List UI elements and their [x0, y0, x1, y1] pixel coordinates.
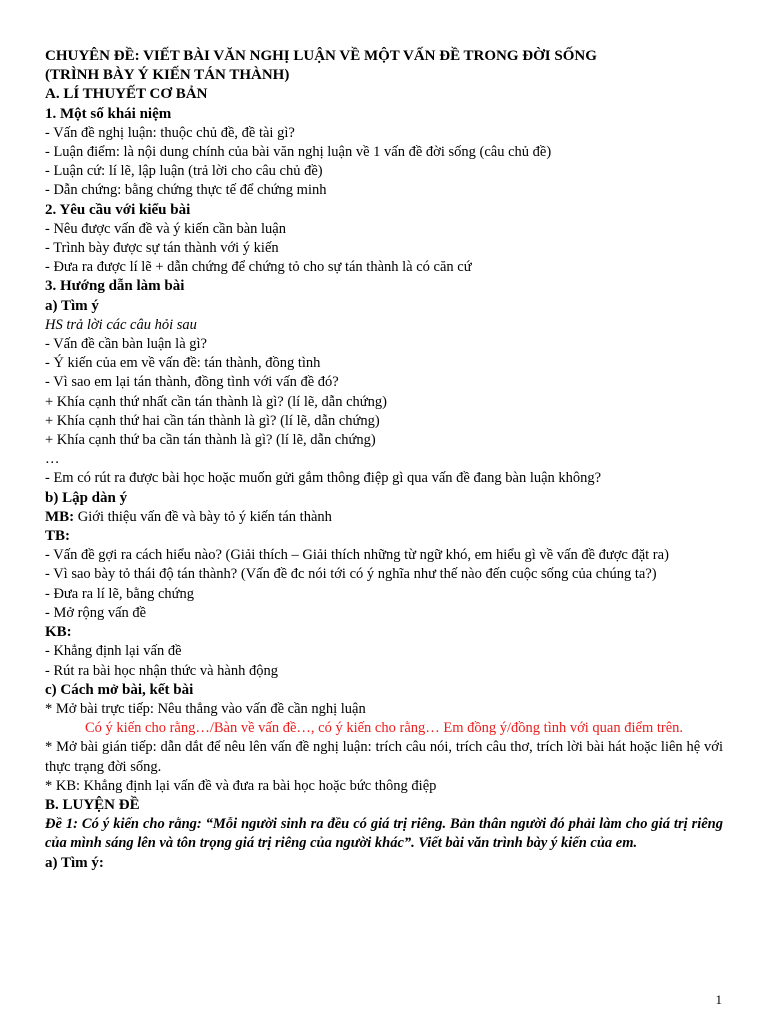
list-item: - Trình bày được sự tán thành với ý kiến [45, 240, 279, 257]
section-b-heading: B. LUYỆN ĐỀ [45, 796, 140, 813]
find-ideas-heading: a) Tìm ý [45, 297, 99, 314]
title-line: CHUYÊN ĐỀ: VIẾT BÀI VĂN NGHỊ LUẬN VỀ MỘT VẤN ĐỀ TRONG ĐỜI SỐNG [45, 48, 597, 64]
list-item: + Khía cạnh thứ hai cần tán thành là gì? (lí lẽ, dẫn chứng) [45, 412, 380, 429]
list-item: + Khía cạnh thứ nhất cần tán thành là gì? (lí lẽ, dẫn chứng) [45, 393, 387, 410]
list-item: - Ý kiến của em về vấn đề: tán thành, đồng tình [45, 355, 321, 372]
list-item: - Rút ra bài học nhận thức và hành động [45, 662, 278, 679]
find-ideas-intro: HS trả lời các câu hỏi sau [45, 316, 197, 333]
indirect-opening-line: * Mở bài gián tiếp: dẫn dắt để nêu lên vấn đề nghị luận: trích câu nói, trích câu thơ, trích lời bài hát hoặc liên hệ với thực trạng đời sống. [45, 739, 723, 775]
list-item: - Luận cứ: lí lẽ, lập luận (trả lời cho câu chủ đề) [45, 163, 323, 180]
sample-opening-red: Có ý kiến cho rằng…/Bàn về vấn đề…, có ý kiến cho rằng… Em đồng ý/đồng tình với quan điểm trên. [85, 720, 684, 737]
section-a-heading: A. LÍ THUYẾT CƠ BẢN [45, 86, 208, 103]
list-item: - Vì sao em lại tán thành, đồng tình với vấn đề đó? [45, 374, 339, 391]
page-number: 1 [715, 992, 722, 1007]
mb-text: Giới thiệu vấn đề và bày tỏ ý kiến tán thành [74, 508, 332, 525]
tb-label: TB: [45, 528, 71, 545]
title-line: (TRÌNH BÀY Ý KIẾN TÁN THÀNH) [45, 67, 290, 84]
list-item: - Đưa ra được lí lẽ + dẫn chứng để chứng tỏ cho sự tán thành là có căn cứ [45, 259, 472, 276]
exercise-1-prompt: Đề 1: Có ý kiến cho rằng: “Mỗi người sinh ra đều có giá trị riêng. Bản thân người đó phải làm cho giá trị riêng của mình sáng lên và tôn trọng giá trị riêng của người khác”. Viết bài văn trình bày ý kiến của em. [45, 816, 723, 852]
subsection-2-heading: 2. Yêu cầu với kiểu bài [45, 201, 191, 218]
list-item: - Dẫn chứng: bằng chứng thực tế để chứng minh [45, 182, 327, 199]
direct-opening-line: * Mở bài trực tiếp: Nêu thẳng vào vấn đề cần nghị luận [45, 700, 366, 717]
list-item: - Mở rộng vấn đề [45, 604, 147, 621]
mb-label: MB: [45, 508, 75, 525]
kb-label: KB: [45, 624, 72, 641]
exercise-find-ideas-heading: a) Tìm ý: [45, 854, 104, 871]
list-item: - Vì sao bày tỏ thái độ tán thành? (Vấn đề đc nói tới có ý nghĩa như thế nào đến cuộc sống của chúng ta?) [45, 566, 657, 583]
document-title [45, 47, 723, 85]
list-item: - Luận điểm: là nội dung chính của bài văn nghị luận về 1 vấn đề đời sống (câu chủ đề) [45, 144, 552, 161]
outline-heading: b) Lập dàn ý [45, 489, 128, 506]
ellipsis-line: … [45, 451, 60, 468]
list-item: + Khía cạnh thứ ba cần tán thành là gì? (lí lẽ, dẫn chứng) [45, 432, 376, 449]
closing-line: * KB: Khẳng định lại vấn đề và đưa ra bài học hoặc bức thông điệp [45, 777, 437, 794]
mb-line [45, 508, 723, 527]
subsection-1-heading: 1. Một số khái niệm [45, 105, 172, 122]
list-item: - Đưa ra lí lẽ, bằng chứng [45, 585, 194, 602]
list-item: - Vấn đề nghị luận: thuộc chủ đề, đề tài gì? [45, 124, 295, 141]
opening-closing-heading: c) Cách mở bài, kết bài [45, 681, 194, 698]
list-item: - Nêu được vấn đề và ý kiến cần bàn luận [45, 220, 286, 237]
list-item: - Em có rút ra được bài học hoặc muốn gửi gắm thông điệp gì qua vấn đề đang bàn luận không? [45, 470, 602, 487]
list-item: - Vấn đề gợi ra cách hiểu nào? (Giải thích – Giải thích những từ ngữ khó, em hiểu gì về vấn đề được đặt ra) [45, 547, 669, 564]
list-item: - Khẳng định lại vấn đề [45, 643, 182, 660]
document-content [45, 47, 723, 873]
list-item: - Vấn đề cần bàn luận là gì? [45, 336, 207, 353]
subsection-3-heading: 3. Hướng dẫn làm bài [45, 278, 185, 295]
